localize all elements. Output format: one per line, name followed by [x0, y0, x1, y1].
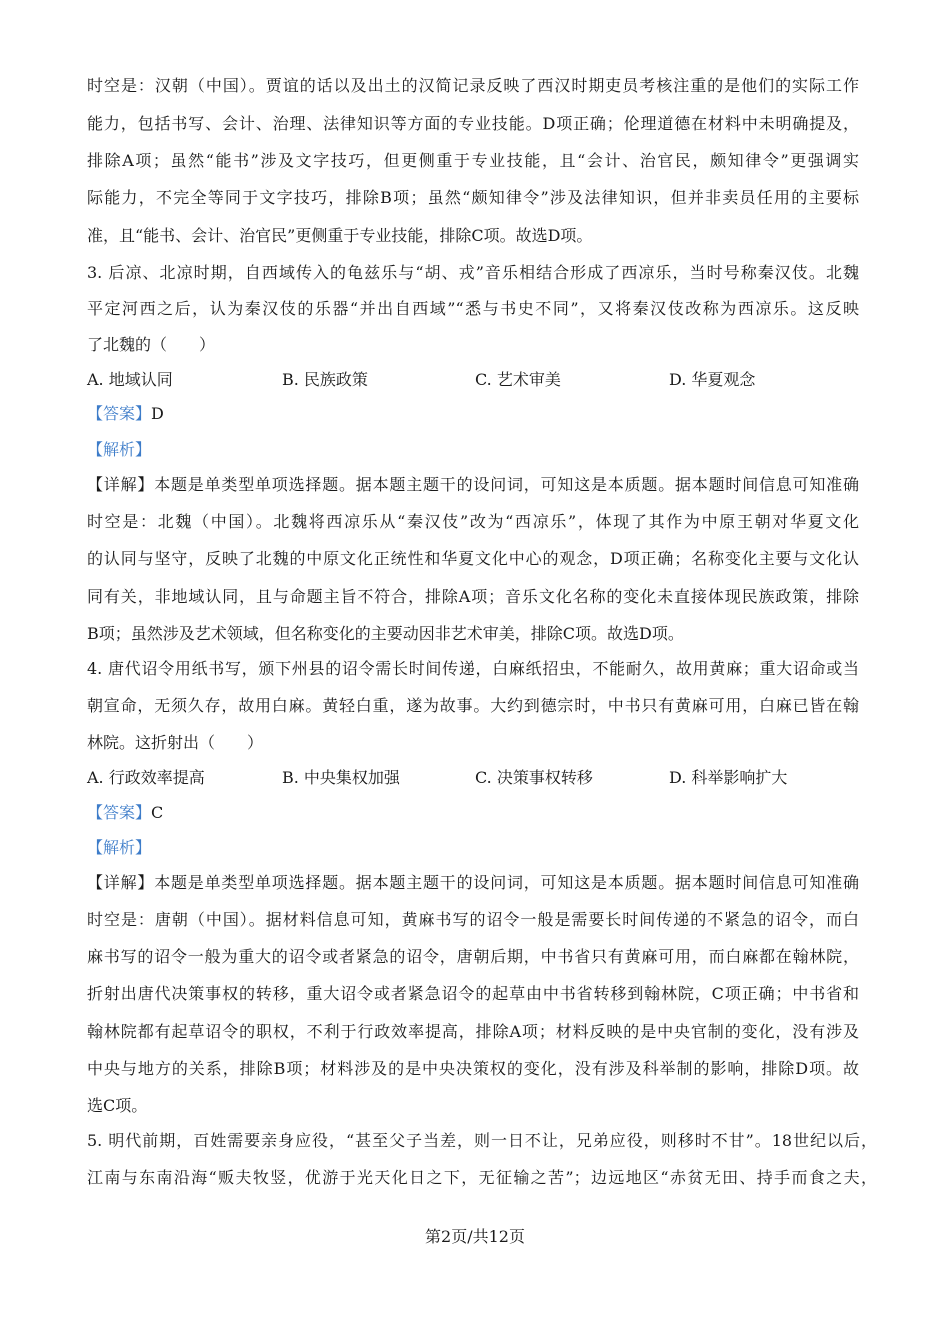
- option-b: B. 民族政策: [282, 370, 368, 389]
- option-b: B. 中央集权加强: [282, 768, 400, 787]
- analysis-label: 【解析】: [87, 838, 152, 857]
- analysis-label: 【解析】: [87, 440, 152, 459]
- answer-value: D: [151, 404, 164, 423]
- detail-line: 时空是：唐朝（中国）。据材料信息可知，黄麻书写的诏令一般是需要长时间传递的不紧急的诏令，而白: [87, 910, 859, 929]
- text-line: 能力，包括书写、会计、治理、法律知识等方面的专业技能。D项正确；伦理道德在材料中未明确提及，: [87, 114, 859, 133]
- option-d: D. 华夏观念: [669, 370, 756, 389]
- detail-line: 折射出唐代决策事权的转移，重大诏令或者紧急诏令的起草由中书省转移到翰林院，C项正确；中书省和: [87, 984, 859, 1003]
- question-stem: 5. 明代前期，百姓需要亲身应役，“甚至父子当差，则一日不让，兄弟应役，则移时不甘”。18世纪以后，: [87, 1131, 877, 1150]
- detail-line: 【详解】本题是单类型单项选择题。据本题主题干的设问词，可知这是本质题。据本题时间信息可知准确: [87, 475, 859, 494]
- detail-line: 的认同与坚守，反映了北魏的中原文化正统性和华夏文化中心的观念，D项正确；名称变化主要与文化认: [87, 549, 859, 568]
- option-d: D. 科举影响扩大: [669, 768, 788, 787]
- option-c: C. 决策事权转移: [475, 768, 593, 787]
- question-stem: 4. 唐代诏令用纸书写，颁下州县的诏令需长时间传递，白麻纸招虫，不能耐久，故用黄麻；重大诏命或当: [87, 659, 859, 678]
- answer-label: 【答案】: [87, 404, 152, 423]
- option-a: A. 行政效率提高: [87, 768, 205, 787]
- detail-line: 中央与地方的关系，排除B项；材料涉及的是中央决策权的变化，没有涉及科举制的影响，排除D项。故: [87, 1059, 859, 1078]
- question-stem: 朝宣命，无须久存，故用白麻。黄轻白重，遂为故事。大约到德宗时，中书只有黄麻可用，白麻已皆在翰: [87, 696, 859, 715]
- text-line: 际能力，不完全等同于文字技巧，排除B项；虽然“颇知律令”涉及法律知识，但并非卖员任用的主要标: [87, 188, 859, 207]
- text-line: 时空是：汉朝（中国）。贾谊的话以及出土的汉简记录反映了西汉时期吏员考核注重的是他们的实际工作: [87, 76, 859, 95]
- detail-line: 翰林院都有起草诏令的职权，不利于行政效率提高，排除A项；材料反映的是中央官制的变化，没有涉及: [87, 1022, 859, 1041]
- question-stem: 平定河西之后，认为秦汉伎的乐器“并出自西域”“悉与书史不同”，又将秦汉伎改称为西凉乐。这反映: [87, 299, 859, 318]
- question-stem: 3. 后凉、北凉时期，自西域传入的龟兹乐与“胡、戎”音乐相结合形成了西凉乐，当时号称秦汉伎。北魏: [87, 263, 859, 282]
- question-stem: 林院。这折射出（ ）: [87, 733, 264, 752]
- detail-line: 时空是：北魏（中国）。北魏将西凉乐从“秦汉伎”改为“西凉乐”，体现了其作为中原王朝对华夏文化: [87, 512, 859, 531]
- question-stem: 江南与东南沿海“贩夫牧竖，优游于光天化日之下，无征输之苦”；边远地区“赤贫无田、持手而食之夫，: [87, 1168, 877, 1187]
- answer-line: [87, 403, 164, 425]
- option-c: C. 艺术审美: [475, 370, 561, 389]
- detail-line: 选C项。: [87, 1096, 148, 1115]
- page-number: 第2页/共12页: [425, 1227, 525, 1246]
- detail-line: 麻书写的诏令一般为重大的诏令或者紧急的诏令，唐朝后期，中书省只有黄麻可用，而白麻都在翰林院，: [87, 947, 859, 966]
- detail-line: B项；虽然涉及艺术领域，但名称变化的主要动因非艺术审美，排除C项。故选D项。: [87, 624, 684, 643]
- answer-value: C: [151, 803, 164, 822]
- answer-label: 【答案】: [87, 803, 152, 822]
- detail-line: 同有关，非地域认同，且与命题主旨不符合，排除A项；音乐文化名称的变化未直接体现民族政策，排除: [87, 587, 859, 606]
- question-stem: 了北魏的（ ）: [87, 335, 216, 354]
- text-line: 准，且“能书、会计、治官民”更侧重于专业技能，排除C项。故选D项。: [87, 226, 593, 245]
- detail-line: 【详解】本题是单类型单项选择题。据本题主题干的设问词，可知这是本质题。据本题时间信息可知准确: [87, 873, 859, 892]
- answer-line: [87, 802, 163, 824]
- option-a: A. 地域认同: [87, 370, 173, 389]
- text-line: 排除A项；虽然“能书”涉及文字技巧，但更侧重于专业技能，且“会计、治官民，颇知律令”更强调实: [87, 151, 859, 170]
